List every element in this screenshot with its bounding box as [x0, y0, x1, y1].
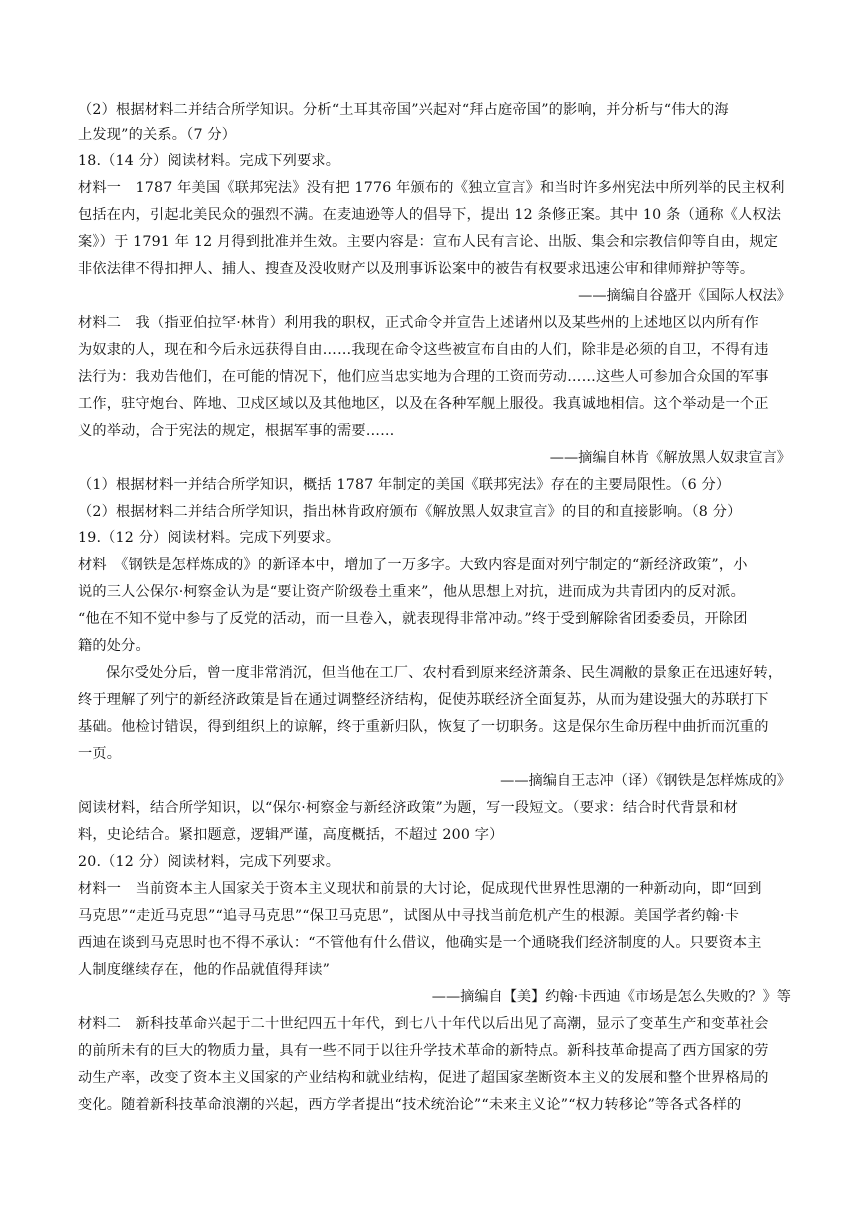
- q19-question-line: 阅读材料，结合所学知识，以“保尔·柯察金与新经济政策”为题，写一段短文。（要求：结合时代背景和材: [78, 800, 738, 816]
- q19-material-line: “他在不知不觉中参与了反党的活动，而一旦卷入，就表现得非常冲动。”终于受到解除省团委委员，开除团: [78, 611, 748, 627]
- q19-material-line: 材料 《钢铁是怎样炼成的》的新译本中，增加了一万多字。大致内容是面对列宁制定的“新经济政策”，小: [78, 557, 748, 573]
- q20-material1-line: 材料一 当前资本主人国家关于资本主义现状和前景的大讨论，促成现代世界性思潮的一种新动向，即“回到: [78, 881, 762, 897]
- q19-material-paragraph2-line: 终于理解了列宁的新经济政策是旨在通过调整经济结构，促使苏联经济全面复苏，从而为建设强大的苏联打下: [78, 692, 769, 708]
- q20-material1-source: ——摘编自【美】约翰·卡西迪《市场是怎么失败的？》等: [431, 989, 791, 1005]
- q20-material2-line: 的前所未有的巨大的物质力量，具有一些不同于以往升学技术革命的新特点。新科技革命提高了西方国家的劳: [78, 1043, 769, 1059]
- q18-material1-line: 材料一 1787 年美国《联邦宪法》没有把 1776 年颁布的《独立宣言》和当时许多州宪法中所列举的民主权利: [78, 180, 785, 196]
- q18-material2-line: 为奴隶的人，现在和今后永远获得自由……我现在命令这些被宣布自由的人们，除非是必须的自卫，不得有违: [78, 342, 769, 358]
- q19-material-paragraph2-line: 保尔受处分后，曾一度非常消沉，但当他在工厂、农村看到原来经济萧条、民生凋敝的景象正在迅速好转，: [106, 665, 783, 681]
- q17-part2-line2: 上发现”的关系。（7 分）: [78, 127, 237, 143]
- q18-question1: （1）根据材料一并结合所学知识，概括 1787 年制定的美国《联邦宪法》存在的主要局限性。（6 分）: [78, 477, 731, 493]
- q19-material-line: 籍的处分。: [78, 638, 150, 654]
- q20-material1-line: 人制度继续存在，他的作品就值得拜读”: [78, 962, 331, 978]
- q19-heading: 19.（12 分）阅读材料。完成下列要求。: [78, 530, 341, 546]
- q19-material-line: 说的三人公保尔·柯察金认为是“要让资产阶级卷土重来”，他从思想上对抗，进而成为共青团内的反对派。: [78, 584, 746, 600]
- q20-material1-line: 马克思”“走近马克思”“追寻马克思”“保卫马克思”，试图从中寻找当前危机产生的根源。美国学者约翰·卡: [78, 908, 740, 924]
- q18-material2-line: 法行为：我劝告他们，在可能的情况下，他们应当忠实地为合理的工资而劳动……这些人可参加合众国的军事: [78, 369, 769, 385]
- q18-heading: 18.（14 分）阅读材料。完成下列要求。: [78, 153, 341, 169]
- q18-material2-line: 义的举动，合于宪法的规定，根据军事的需要……: [78, 423, 395, 439]
- q18-material1-line: 包括在内，引起北美民众的强烈不满。在麦迪逊等人的倡导下，提出 12 条修正案。其中 10 条（通称《人权法: [78, 207, 782, 223]
- q18-material2-line: 工作，驻守炮台、阵地、卫戍区域以及其他地区，以及在各种军舰上服役。我真诚地相信。这个举动是一个正: [78, 396, 769, 412]
- q20-material2-line: 变化。随着新科技革命浪潮的兴起，西方学者提出“技术统治论”“未来主义论”“权力转移论”等各式各样的: [78, 1097, 742, 1113]
- q20-material1-line: 西迪在谈到马克思时也不得不承认：“不管他有什么借议，他确实是一个通晓我们经济制度的人。只要资本主: [78, 935, 762, 951]
- q19-material-paragraph2-line: 一页。: [78, 746, 122, 762]
- q19-material-source: ——摘编自王志冲（译）《钢铁是怎样炼成的》: [500, 773, 791, 789]
- q19-question-line: 料，史论结合。紧扣题意，逻辑严谨，高度概括，不超过 200 字）: [78, 827, 504, 843]
- q17-part2-line1: （2）根据材料二并结合所学知识。分析“土耳其帝国”兴起对“拜占庭帝国”的影响，并分析与“伟大的海: [78, 102, 729, 118]
- q18-material2-line: 材料二 我（指亚伯拉罕·林肯）利用我的职权，正式命令并宣告上述诸州以及某些州的上述地区以内所有作: [78, 315, 759, 331]
- q18-material2-source: ——摘编自林肯《解放黑人奴隶宣言》: [549, 450, 791, 466]
- q20-material2-line: 动生产率，改变了资本主义国家的产业结构和就业结构，促进了超国家垄断资本主义的发展和整个世界格局的: [78, 1070, 769, 1086]
- q18-material1-line: 非依法律不得扣押人、捕人、搜查及没收财产以及刑事诉讼案中的被告有权要求迅速公审和律师辩护等等。: [78, 261, 755, 277]
- q20-heading: 20.（12 分）阅读材料，完成下列要求。: [78, 854, 341, 870]
- q18-material1-line: 案》）于 1791 年 12 月得到批准并生效。主要内容是：宣布人民有言论、出版、集会和宗教信仰等自由，规定: [78, 234, 779, 250]
- q18-material1-source: ——摘编自谷盛开《国际人权法》: [578, 288, 791, 304]
- q19-material-paragraph2-line: 基础。他检讨错误，得到组织上的谅解，终于重新归队，恢复了一切职务。这是保尔生命历程中曲折而沉重的: [78, 719, 769, 735]
- q20-material2-line: 材料二 新科技革命兴起于二十世纪四五十年代，到七八十年代以后出见了高潮，显示了变革生产和变革社会: [78, 1016, 769, 1032]
- q18-question2: （2）根据材料二并结合所学知识，指出林肯政府颁布《解放黑人奴隶宣言》的目的和直接影响。（8 分）: [78, 504, 742, 520]
